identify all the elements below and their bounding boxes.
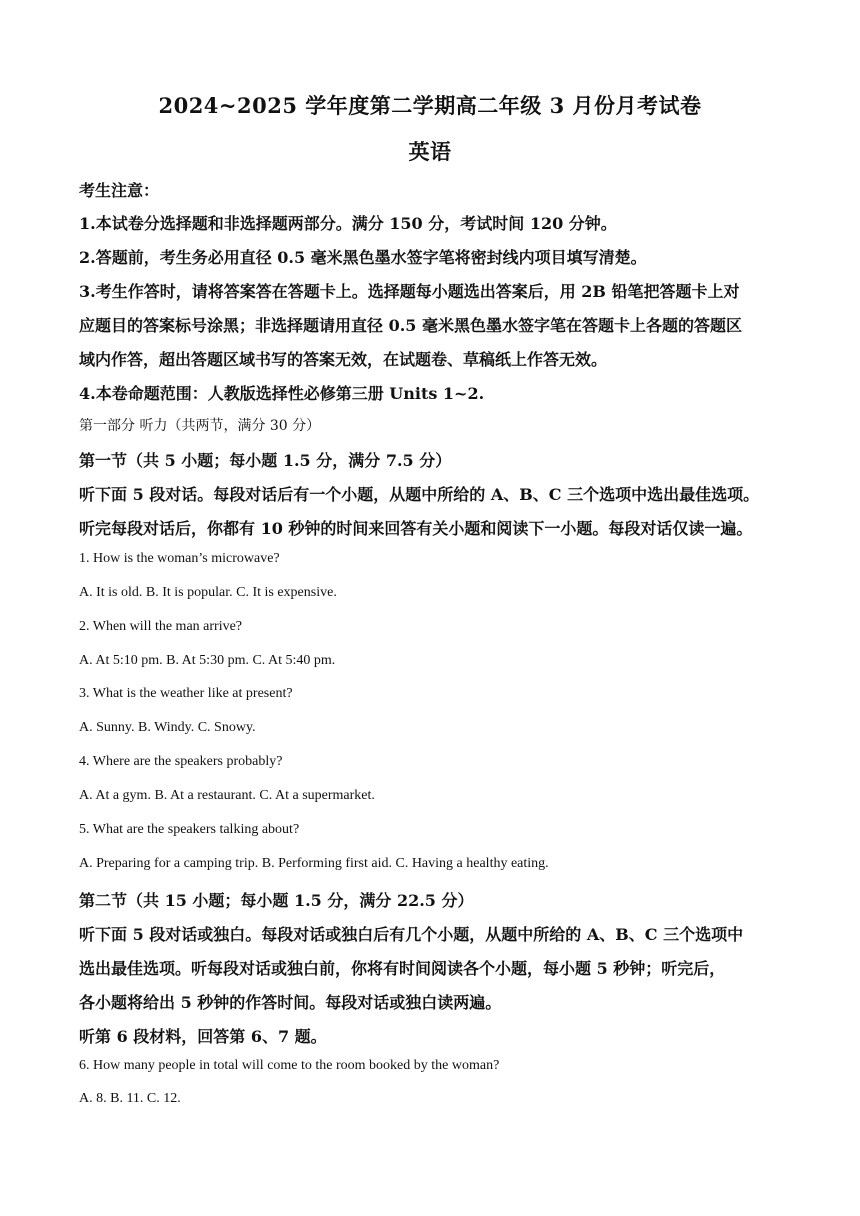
- question-options: A. It is old. B. It is popular. C. It is expensive.: [79, 585, 337, 600]
- section2-heading: 第二节（共 15 小题；每小题 1.5 分，满分 22.5 分）: [79, 891, 474, 910]
- question-text: 6. How many people in total will come to the room booked by the woman?: [79, 1058, 500, 1073]
- question-text: 5. What are the speakers talking about?: [79, 822, 300, 837]
- section2-instruction: 听下面 5 段对话或独白。每段对话或独白后有几个小题，从题中所给的 A、B、C 三个选项中: [79, 925, 744, 944]
- notice-item: 2.答题前，考生务必用直径 0.5 毫米黑色墨水签字笔将密封线内项目填写清楚。: [79, 248, 647, 267]
- question-text: 2. When will the man arrive?: [79, 619, 243, 634]
- section2-instruction: 各小题将给出 5 秒钟的作答时间。每段对话或独白读两遍。: [79, 993, 502, 1012]
- question-options: A. At a gym. B. At a restaurant. C. At a supermarket.: [79, 788, 375, 803]
- question-options: A. 8. B. 11. C. 12.: [79, 1091, 181, 1106]
- question-text: 4. Where are the speakers probably?: [79, 754, 283, 769]
- notice-heading: 考生注意：: [79, 181, 160, 200]
- notice-item: 3.考生作答时，请将答案答在答题卡上。选择题每小题选出答案后，用 2B 铅笔把答题卡上对: [79, 282, 740, 301]
- section1-instruction: 听完每段对话后，你都有 10 秒钟的时间来回答有关小题和阅读下一小题。每段对话仅读一遍。: [79, 519, 753, 538]
- exam-subject: 英语: [408, 139, 452, 164]
- section1-instruction: 听下面 5 段对话。每段对话后有一个小题，从题中所给的 A、B、C 三个选项中选出最佳选项。: [79, 485, 760, 504]
- notice-item: 域内作答，超出答题区域书写的答案无效，在试题卷、草稿纸上作答无效。: [79, 350, 608, 369]
- question-text: 3. What is the weather like at present?: [79, 686, 293, 701]
- section2-instruction: 选出最佳选项。听每段对话或独白前，你将有时间阅读各个小题，每小题 5 秒钟；听完后，: [79, 959, 726, 978]
- question-options: A. At 5:10 pm. B. At 5:30 pm. C. At 5:40 pm.: [79, 653, 336, 668]
- notice-item: 4.本卷命题范围：人教版选择性必修第三册 Units 1~2.: [79, 384, 485, 403]
- question-options: A. Sunny. B. Windy. C. Snowy.: [79, 720, 256, 735]
- exam-title: 2024~2025 学年度第二学期高二年级 3 月份月考试卷: [158, 93, 702, 118]
- part1-label: 第一部分 听力（共两节，满分 30 分）: [79, 418, 321, 434]
- notice-item: 应题目的答案标号涂黑；非选择题请用直径 0.5 毫米黑色墨水签字笔在答题卡上各题的答题区: [79, 316, 742, 335]
- section1-heading: 第一节（共 5 小题；每小题 1.5 分，满分 7.5 分）: [79, 451, 452, 470]
- notice-item: 1.本试卷分选择题和非选择题两部分。满分 150 分，考试时间 120 分钟。: [79, 214, 617, 233]
- question-text: 1. How is the woman’s microwave?: [79, 551, 280, 566]
- question-options: A. Preparing for a camping trip. B. Performing first aid. C. Having a healthy eating.: [79, 856, 549, 871]
- material-heading: 听第 6 段材料，回答第 6、7 题。: [79, 1027, 327, 1046]
